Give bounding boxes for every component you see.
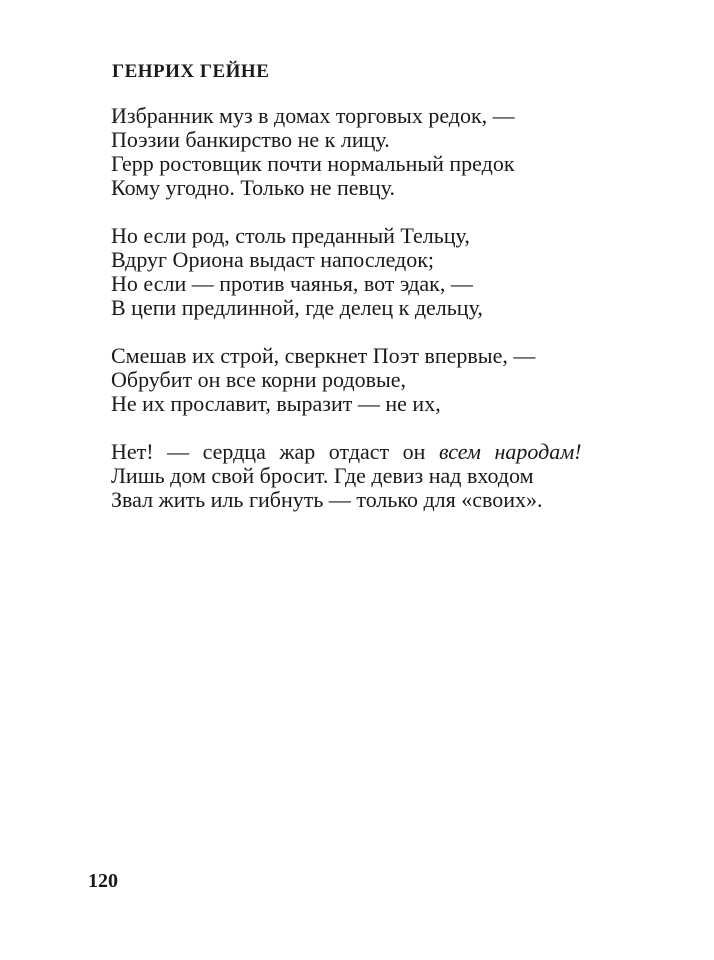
poem-body	[111, 104, 651, 536]
poem-line: Кому угодно. Только не певцу.	[111, 175, 396, 200]
stanza-3	[111, 344, 651, 416]
poem-line: Избранник муз в домах торговых редок, —	[111, 103, 515, 128]
poem-line: Герр ростовщик почти нормальный предок	[111, 151, 515, 176]
stanza-1	[111, 104, 651, 200]
emphasized-text: всем народам!	[438, 439, 582, 464]
poem-title: ГЕНРИХ ГЕЙНЕ	[112, 61, 270, 82]
poem-line-text: Нет! — сердца жар отдаст он	[111, 439, 439, 464]
poem-line: Лишь дом свой бросит. Где девиз над входом	[111, 463, 534, 488]
poem-line: Вдруг Ориона выдаст напоследок;	[111, 247, 435, 272]
poem-line: Не их прославит, выразит — не их,	[111, 391, 441, 416]
poem-line: Но если род, столь преданный Тельцу,	[111, 223, 470, 248]
page-number: 120	[88, 870, 118, 892]
poem-line	[111, 440, 651, 464]
poem-line: Но если — против чаянья, вот эдак, —	[111, 271, 473, 296]
poem-line: Смешав их строй, сверкнет Поэт впервые, —	[111, 343, 536, 368]
poem-line: В цепи предлинной, где делец к дельцу,	[111, 295, 483, 320]
stanza-4	[111, 440, 651, 512]
poem-line: Поэзии банкирство не к лицу.	[111, 127, 390, 152]
poem-line: Звал жить иль гибнуть — только для «своих».	[111, 487, 543, 512]
stanza-2	[111, 224, 651, 320]
poem-line: Обрубит он все корни родовые,	[111, 367, 407, 392]
